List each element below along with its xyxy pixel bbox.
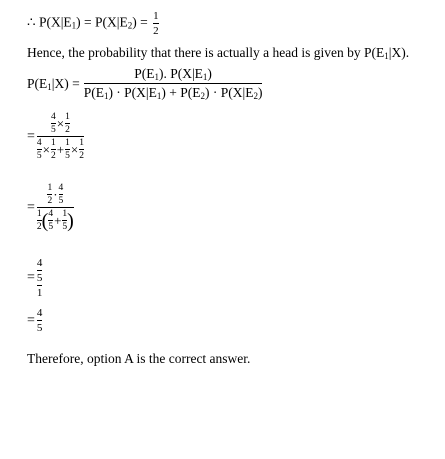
hence-statement: Hence, the probability that there is actually a head is given by $P(E_1|X)$.: [27, 45, 410, 61]
one-half-fraction: $\frac{1}{2}$: [153, 10, 159, 37]
step-1-fraction: $\frac{4}{5}$ × $\frac{1}{2}$ $\frac{4}{5}$ × $\frac{1}{2}$ + $\frac{1}{5}$ × $\frac{1}{2}$: [36, 112, 84, 161]
bayes-formula: [27, 66, 262, 101]
step-2-fraction: $\frac{1}{2}$ · $\frac{4}{5}$ $\frac{1}{2}$ ( $\frac{4}{5}$ + $\frac{1}{5}$ ): [36, 183, 74, 232]
bayes-lhs: $P(E_1|X)$ =: [27, 75, 80, 92]
step-2-simplification: = $\frac{1}{2}$ · $\frac{4}{5}$ $\frac{1}{2}$ ( $\frac{4}{5}$ + $\frac{1}{5}$ ): [27, 183, 74, 232]
step-4-final-value: = $\frac{4}{5}$: [27, 307, 43, 334]
conditional-equality-line: ∴ $P(X|E_1) = P(X|E_2)$ = $\frac{1}{2}$: [27, 10, 159, 37]
step-1-substitution: = $\frac{4}{5}$ × $\frac{1}{2}$ $\frac{4}{5}$ × $\frac{1}{2}$ + $\frac{1}{5}$ × $\frac{1}{2}$: [27, 112, 84, 161]
four-fifths-fraction: $\frac{4}{5}$: [36, 307, 43, 334]
conclusion-text: Therefore, option A is the correct answer.: [27, 351, 251, 366]
step-3-fraction: $\frac{\frac{4}{5}}{1}$: [36, 257, 43, 299]
bayes-fraction: $\frac{P(E_1). P(X|E_1)}{P(E_1) \cdot P(X|E_1) + P(E_2) \cdot P(X|E_2)}$: [83, 66, 263, 101]
step-3-result-over-one: = $\frac{\frac{4}{5}}{1}$: [27, 257, 43, 299]
therefore-symbol: ∴: [27, 14, 36, 30]
